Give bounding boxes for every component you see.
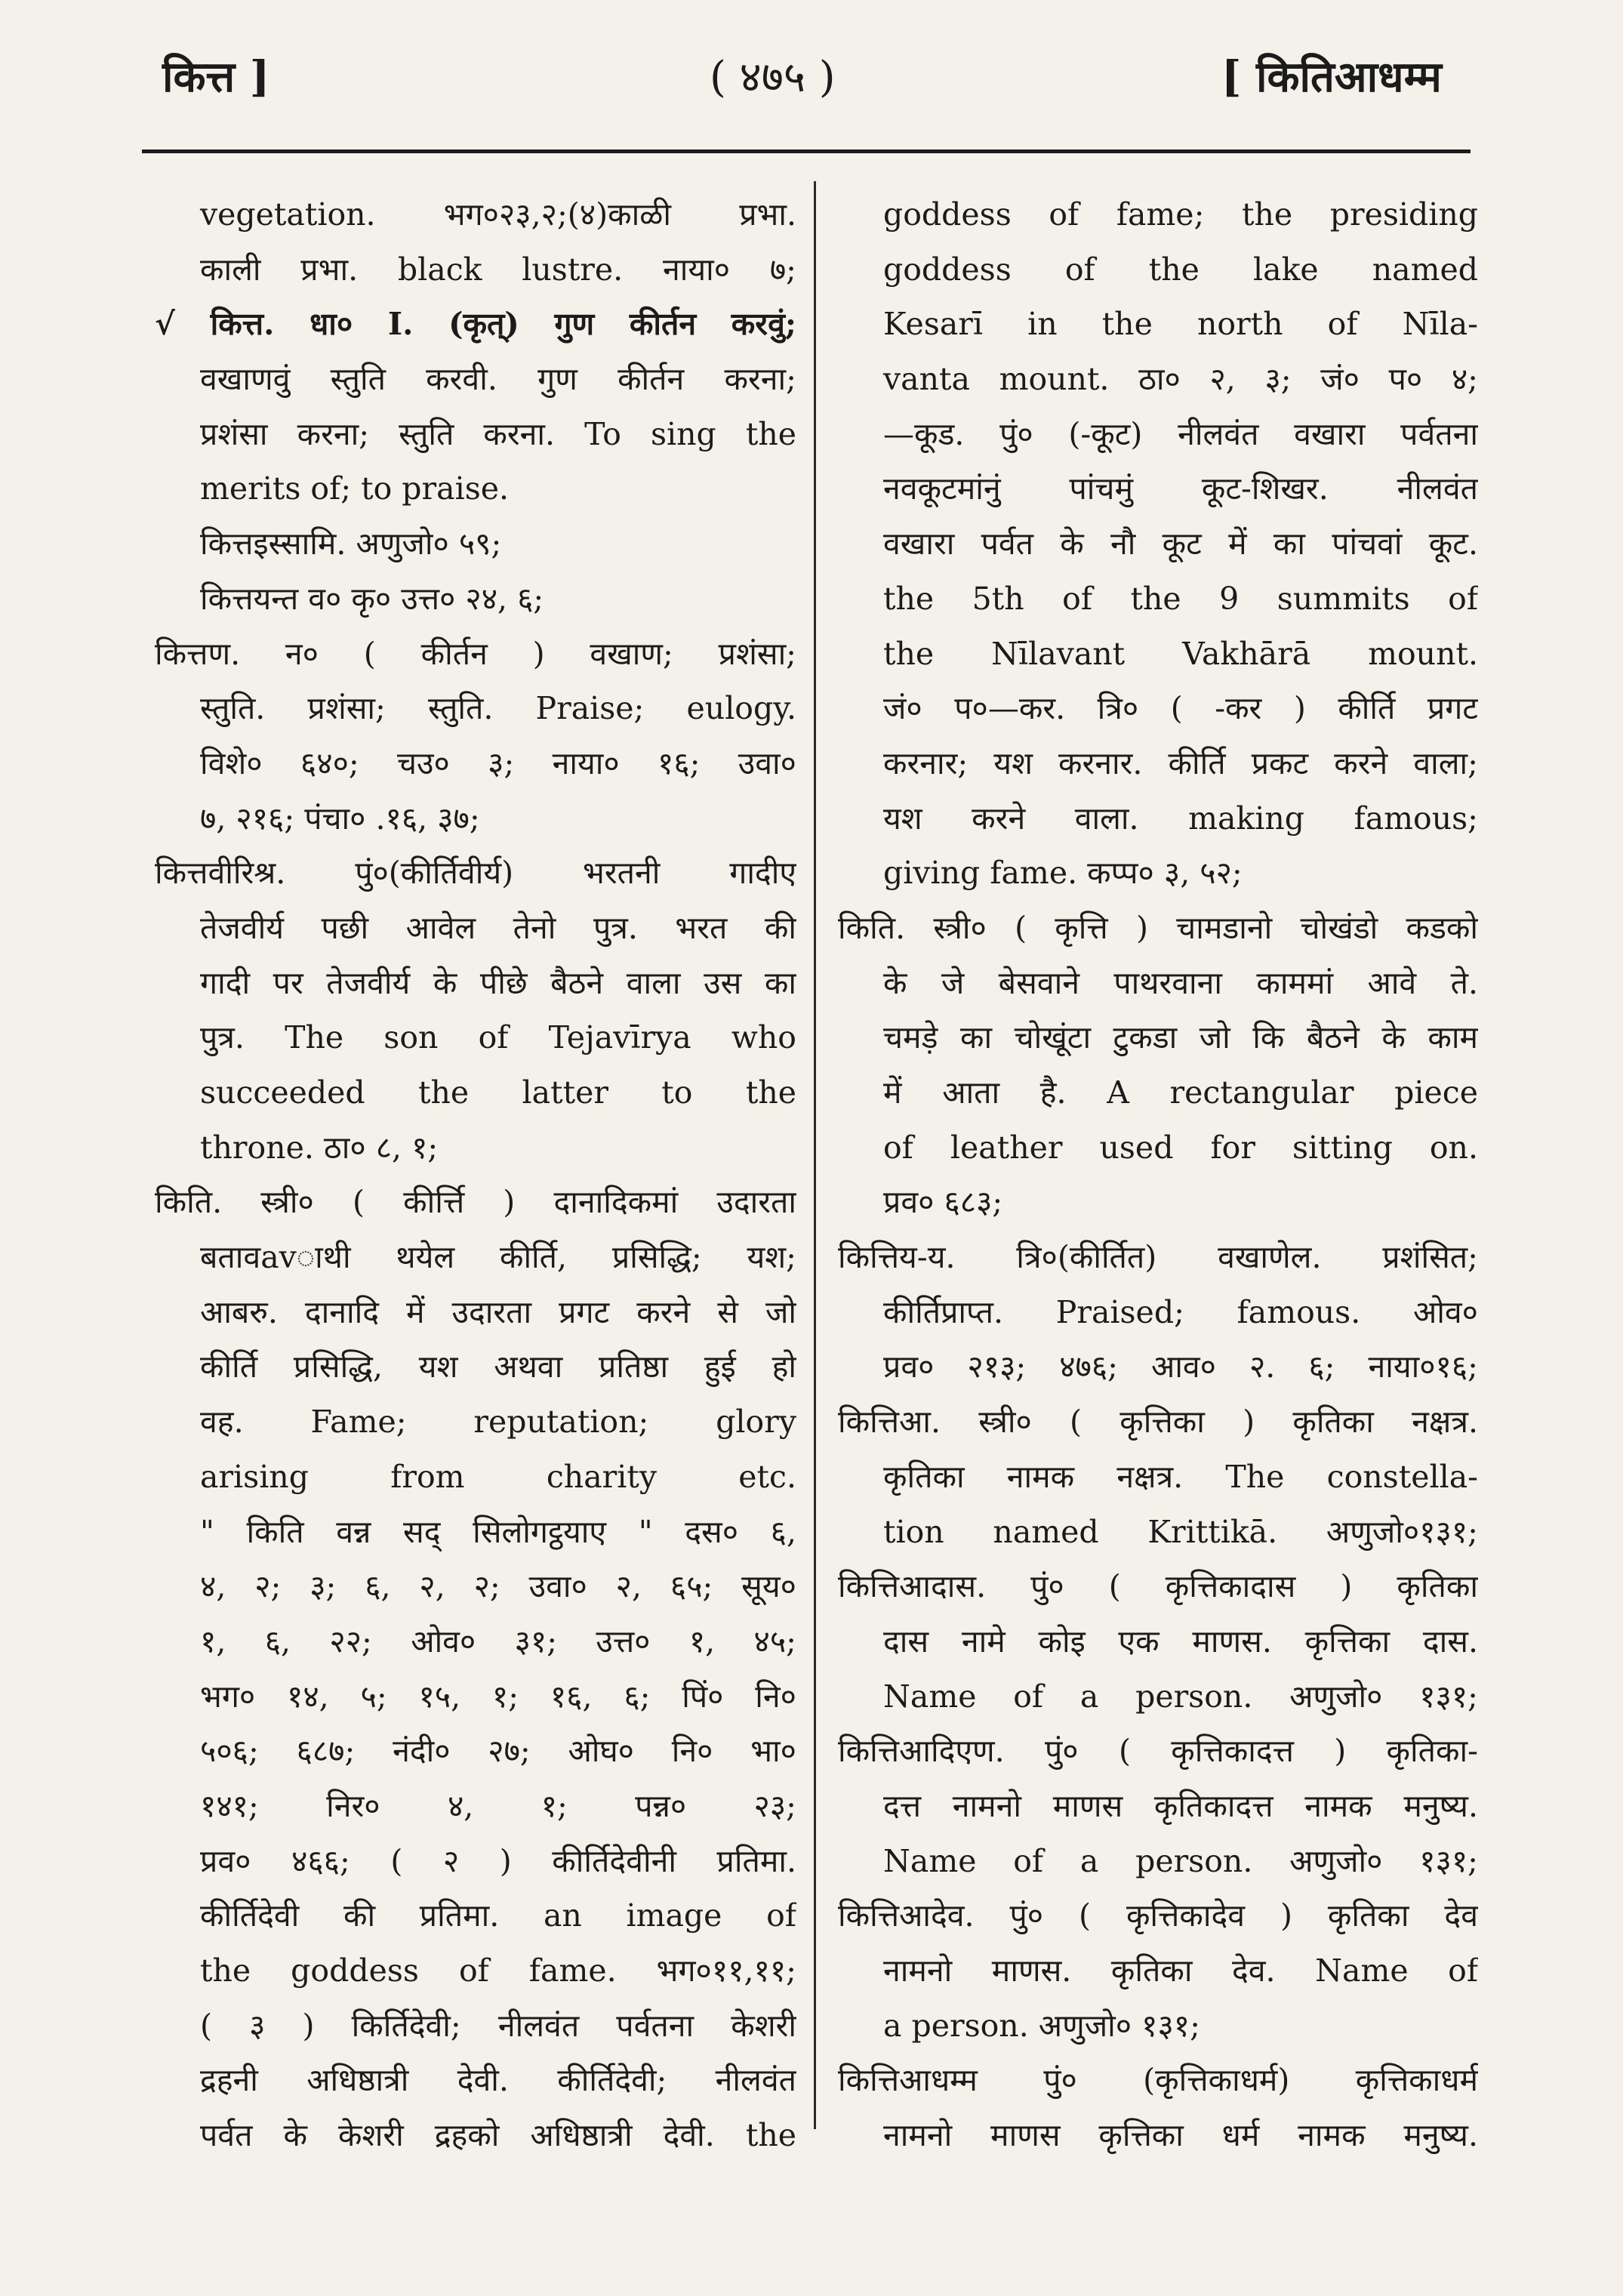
text-line: दत्त नामनो माणस कृतिकादत्त नामक मनुष्य. (883, 1787, 1478, 1824)
text-line: vanta mount. ठा० २, ३; जं० प० ४; (883, 361, 1478, 398)
text-line: merits of; to praise. (200, 470, 510, 507)
text-line: में आता है. A rectangular piece (883, 1074, 1478, 1111)
header-right-guideword: [ किति‌आधम्म (1221, 52, 1442, 102)
text-line: नवकूटमांनुं पांचमुं कूट-शिखर. नीलवंत (883, 470, 1478, 507)
right-column (838, 187, 1478, 2163)
text-line: नामनो माणस कृत्तिका धर्म नामक मनुष्य. (883, 2117, 1478, 2154)
text-line: द्रहनी अधिष्ठात्री देवी. कीर्तिदेवी; नीलवंत (200, 2062, 796, 2099)
text-line: करनार; यश करनार. कीर्ति प्रकट करने वाला; (883, 744, 1478, 781)
text-line: ७, २१६; पंचा० .१६, ३७; (200, 800, 480, 837)
text-line: goddess of the lake named (883, 251, 1478, 288)
text-line: यश करने वाला. making famous; (883, 800, 1478, 837)
column-divider (814, 181, 816, 2129)
subentry-line: जं० प०—कर. त्रि० ( -कर ) कीर्ति प्रगट (883, 690, 1478, 727)
text-line: दास नामे कोइ एक माणस. कृत्तिका दास. (883, 1623, 1478, 1660)
text-line: ५०६; ६८७; नंदी० २७; ओघ० नि० भा० (200, 1733, 796, 1770)
text-line: वह. Fame; reputation; glory (200, 1404, 796, 1441)
entry-headword-line: कित्तिआदास. पुं० ( कृत्तिकादास ) कृतिका (838, 1568, 1478, 1605)
text-line: कित्तइस्सामि. अणुजो० ५९; (200, 525, 502, 562)
text-line: the Nīlavant Vakhārā mount. (883, 635, 1478, 672)
page-number: ( ४७५ ) (710, 53, 836, 102)
text-line: the goddess of fame. भग०११,११; (200, 1952, 796, 1989)
text-line: तेजवीर्य पछी आवेल तेनो पुत्र. भरत की (200, 909, 796, 946)
entry-headword-line: कित्तिआदिएण. पुं० ( कृत्तिकादत्त ) कृतिका- (838, 1733, 1478, 1770)
text-line: प्रशंसा करना; स्तुति करना. To sing the (200, 415, 796, 452)
text-line: कृतिका नामक नक्षत्र. The constella- (883, 1458, 1478, 1495)
page-header (0, 0, 1623, 159)
entry-headword-line: किति. स्त्री० ( कीर्त्ति ) दानादिकमां उदारता (155, 1184, 796, 1221)
text-line: Name of a person. अणुजो० १३१; (883, 1678, 1478, 1715)
text-line: पुत्र. The son of Tejavīrya who (200, 1019, 796, 1056)
entry-headword-line: कित्तिआ. स्त्री० ( कृत्तिका ) कृतिका नक्षत्र. (838, 1404, 1478, 1441)
text-line: of leather used for sitting on. (883, 1129, 1478, 1166)
text-line: succeeded the latter to the (200, 1074, 796, 1111)
text-line: १, ६, २२; ओव० ३१; उत्त० १, ४५; (200, 1623, 796, 1660)
text-line: कित्तयन्त व० कृ० उत्त० २४, ६; (200, 580, 544, 617)
text-line: कीर्तिप्राप्त. Praised; famous. ओव० (883, 1293, 1478, 1330)
text-line: ( ३ ) किर्तिदेवी; नीलवंत पर्वतना केशरी (200, 2007, 796, 2044)
text-line: ४, २; ३; ६, २, २; उवा० २, ६५; सूय० (200, 1568, 796, 1605)
text-line: पर्वत के केशरी द्रहको अधिष्ठात्री देवी. the (200, 2117, 796, 2154)
text-line: चमड़े का चोखूंटा टुकडा जो कि बैठने के काम (883, 1019, 1478, 1056)
text-line: के जे बेसवाने पाथरवाना काममां आवे ते. (883, 964, 1478, 1001)
text-line: काली प्रभा. black lustre. नाया० ७; (200, 251, 796, 288)
header-rule (142, 149, 1471, 153)
text-line: arising from charity etc. (200, 1458, 796, 1495)
text-line: कीर्तिदेवी की प्रतिमा. an image of (200, 1897, 796, 1934)
text-line: Kesarī in the north of Nīla- (883, 306, 1478, 343)
text-line: tion named Krittikā. अणुजो०१३१; (883, 1513, 1478, 1550)
text-line: " किति वन्न सद् सिलोगट्ठयाए " दस० ६, (200, 1513, 796, 1550)
entry-headword-line: कित्तिय-य. त्रि०(कीर्तित) वखाणेल. प्रशंसित; (838, 1239, 1478, 1276)
text-line: विशे० ६४०; चउ० ३; नाया० १६; उवा० (200, 744, 796, 781)
subentry-line: —कूड. पुं० (-कूट) नीलवंत वखारा पर्वतना (883, 415, 1478, 452)
entry-headword-line: किति. स्त्री० ( कृत्ति ) चामडानो चोखंडो कडको (838, 909, 1478, 946)
text-line: Name of a person. अणुजो० १३१; (883, 1842, 1478, 1879)
text-line: goddess of fame; the presiding (883, 196, 1478, 233)
text-line: throne. ठा० ८, १; (200, 1129, 439, 1166)
text-line: १४१; निर० ४, १; पन्न० २३; (200, 1787, 796, 1824)
text-line: प्रव० ४६६; ( २ ) कीर्तिदेवीनी प्रतिमा. (200, 1842, 796, 1879)
text-line: giving fame. कप्प० ३, ५२; (883, 855, 1243, 892)
entry-headword-line: कित्तवीरिश्र. पुं०(कीर्तिवीर्य) भरतनी गादीए (155, 855, 796, 892)
text-line: a person. अणुजो० १३१; (883, 2007, 1200, 2044)
entry-headword-line: √ कित्त. धा० I. (कृत्) गुण कीर्तन करवुं; (155, 306, 796, 343)
left-column (155, 187, 796, 2163)
text-line: वखारा पर्वत के नौ कूट में का पांचवां कूट. (883, 525, 1478, 562)
entry-headword-line: कित्तिआधम्म पुं० (कृत्तिकाधर्म) कृत्तिकाधर्म (838, 2062, 1478, 2099)
text-line: वखाणवुं स्तुति करवी. गुण कीर्तन करना; (200, 361, 796, 398)
text-line: नामनो माणस. कृतिका देव. Name of (883, 1952, 1478, 1989)
text-line: प्रव० ६८३; (883, 1184, 1003, 1221)
text-line: गादी पर तेजवीर्य के पीछे बैठने वाला उस का (200, 964, 796, 1001)
text-line: आबरु. दानादि में उदारता प्रगट करने से जो (200, 1293, 796, 1330)
text-line: कीर्ति प्रसिद्धि, यश अथवा प्रतिष्ठा हुई हो (200, 1348, 796, 1385)
text-line: बतावavाथी थयेल कीर्ति, प्रसिद्धि; यश; (200, 1239, 796, 1276)
entry-headword-line: कित्तण. न० ( कीर्तन ) वखाण; प्रशंसा; (155, 635, 796, 672)
text-line: भग० १४, ५; १५, १; १६, ६; पिं० नि० (200, 1678, 796, 1715)
text-line: स्तुति. प्रशंसा; स्तुति. Praise; eulogy. (200, 690, 796, 727)
text-line: vegetation. भग०२३,२;(४)काळी प्रभा. (200, 196, 796, 233)
entry-headword-line: कित्तिआदेव. पुं० ( कृत्तिकादेव ) कृतिका देव (838, 1897, 1478, 1934)
header-left-guideword: कित्त ] (162, 52, 270, 102)
text-line: प्रव० २१३; ४७६; आव० २. ६; नाया०१६; (883, 1348, 1478, 1385)
text-line: the 5th of the 9 summits of (883, 580, 1478, 617)
